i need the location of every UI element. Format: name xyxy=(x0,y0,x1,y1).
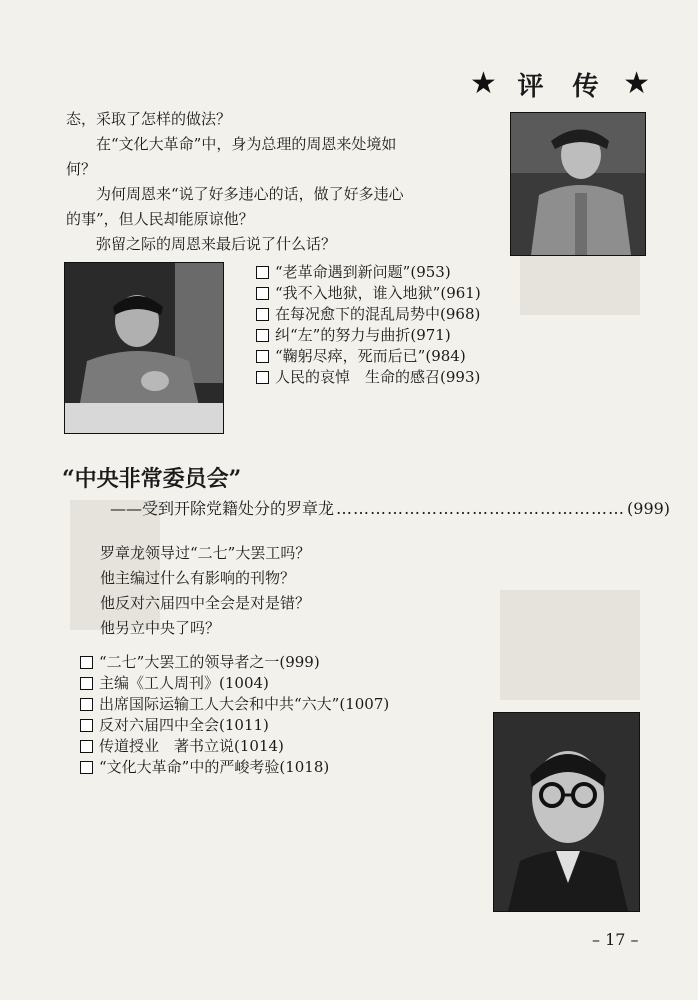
list-item xyxy=(80,736,389,757)
checkbox-square-icon xyxy=(80,761,93,774)
checkbox-square-icon xyxy=(256,371,269,384)
header-title: 评 传 xyxy=(517,71,609,102)
item-text: 传道授业 著书立说(1014) xyxy=(99,737,284,755)
list-item xyxy=(80,673,389,694)
list-item xyxy=(256,325,481,346)
checkbox-square-icon xyxy=(80,698,93,711)
list-item xyxy=(256,346,481,367)
question-line: 态，采取了怎样的做法？ xyxy=(66,110,232,128)
question-line: 何？ xyxy=(66,160,97,178)
question-line: 他反对六届四中全会是对是错？ xyxy=(100,594,311,612)
question-line: 为何周恩来“说了好多违心的话，做了好多违心 xyxy=(66,185,404,203)
checkbox-square-icon xyxy=(256,329,269,342)
question-block xyxy=(66,107,496,257)
subtitle-page: (999) xyxy=(627,499,671,518)
list-item xyxy=(256,283,481,304)
list-item xyxy=(80,652,389,673)
item-text: 在每况愈下的混乱局势中(968) xyxy=(275,305,481,323)
portrait-photo-zhou-writing xyxy=(64,262,224,434)
item-text: 反对六届四中全会(1011) xyxy=(99,716,269,734)
question-line: 在“文化大革命”中，身为总理的周恩来处境如 xyxy=(66,135,397,153)
contents-list xyxy=(256,262,481,388)
list-item xyxy=(256,367,481,388)
section-header xyxy=(470,62,650,106)
item-text: 主编《工人周刊》(1004) xyxy=(99,674,269,692)
section-title: “中央非常委员会” xyxy=(62,466,242,492)
list-item xyxy=(256,262,481,283)
portrait-image xyxy=(65,263,223,433)
item-text: “我不入地狱，谁入地狱”(961) xyxy=(275,284,481,302)
list-item xyxy=(80,715,389,736)
portrait-image xyxy=(494,713,639,911)
star-icon: ★ xyxy=(470,66,497,101)
item-text: 纠“左”的努力与曲折(971) xyxy=(275,326,451,344)
checkbox-square-icon xyxy=(80,677,93,690)
show-through-block xyxy=(500,590,640,700)
star-icon: ★ xyxy=(623,66,650,101)
subtitle-text: ——受到开除党籍处分的罗章龙 xyxy=(110,499,335,518)
item-text: “文化大革命”中的严峻考验(1018) xyxy=(99,758,330,776)
item-text: “二七”大罢工的领导者之一(999) xyxy=(99,653,320,671)
section-subtitle xyxy=(110,496,671,519)
question-line: 的事”，但人民却能原谅他？ xyxy=(66,210,254,228)
question-line: 罗章龙领导过“二七”大罢工吗？ xyxy=(100,544,311,562)
item-text: “鞠躬尽瘁，死而后已”(984) xyxy=(275,347,466,365)
question-block xyxy=(100,541,500,641)
leader-dots: …………………………………………… xyxy=(336,499,626,518)
checkbox-square-icon xyxy=(80,719,93,732)
checkbox-square-icon xyxy=(80,740,93,753)
portrait-photo-luo-zhanglong xyxy=(493,712,640,912)
checkbox-square-icon xyxy=(256,287,269,300)
question-line: 他另立中央了吗？ xyxy=(100,619,221,637)
checkbox-square-icon xyxy=(256,308,269,321)
item-text: 出席国际运输工人大会和中共“六大”(1007) xyxy=(99,695,390,713)
checkbox-square-icon xyxy=(80,656,93,669)
item-text: 人民的哀悼 生命的感召(993) xyxy=(275,368,481,386)
list-item xyxy=(80,757,389,778)
list-item xyxy=(80,694,389,715)
portrait-photo-zhou-standing xyxy=(510,112,646,256)
contents-list xyxy=(80,652,389,778)
checkbox-square-icon xyxy=(256,266,269,279)
portrait-image xyxy=(511,113,645,255)
question-line: 弥留之际的周恩来最后说了什么话？ xyxy=(66,235,337,253)
show-through-block xyxy=(520,255,640,315)
list-item xyxy=(256,304,481,325)
item-text: “老革命遇到新问题”(953) xyxy=(275,263,451,281)
question-line: 他主编过什么有影响的刊物？ xyxy=(100,569,296,587)
page-number: – 17 – xyxy=(592,930,639,949)
checkbox-square-icon xyxy=(256,350,269,363)
